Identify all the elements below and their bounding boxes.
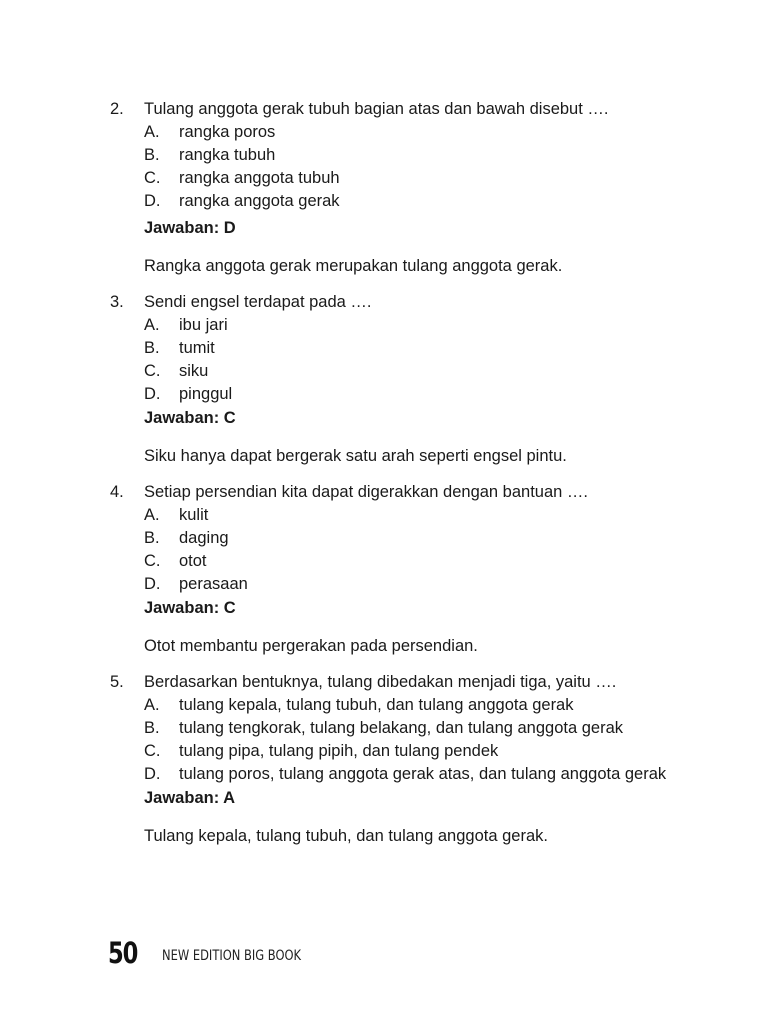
question-row xyxy=(110,671,670,694)
option-letter: D. xyxy=(144,385,161,403)
option-text: rangka poros xyxy=(179,123,276,141)
question-text: Tulang anggota gerak tubuh bagian atas dan bawah disebut …. xyxy=(144,100,609,118)
option-letter: B. xyxy=(144,339,160,357)
option-letter: D. xyxy=(144,765,161,783)
option-b xyxy=(110,144,670,167)
option-c xyxy=(110,360,670,383)
option-text: siku xyxy=(179,362,209,380)
book-title: NEW EDITION BIG BOOK xyxy=(162,948,302,964)
question-block-4 xyxy=(110,481,670,658)
option-letter: D. xyxy=(144,575,161,593)
option-a xyxy=(110,121,670,144)
option-letter: B. xyxy=(144,529,160,547)
answer-key: Jawaban: D xyxy=(144,219,236,237)
option-text: tulang poros, tulang anggota gerak atas, dan tulang anggota gerak xyxy=(179,765,667,783)
answer-explanation: Rangka anggota gerak merupakan tulang anggota gerak. xyxy=(144,257,563,275)
question-block-5 xyxy=(110,671,670,848)
option-text: tulang tengkorak, tulang belakang, dan tulang anggota gerak xyxy=(179,719,624,737)
question-block-2 xyxy=(110,98,670,278)
option-text: tumit xyxy=(179,339,215,357)
option-d xyxy=(110,383,670,406)
answer-explanation: Siku hanya dapat bergerak satu arah seperti engsel pintu. xyxy=(144,447,567,465)
option-letter: C. xyxy=(144,169,161,187)
answer-key: Jawaban: C xyxy=(144,599,236,617)
option-letter: B. xyxy=(144,719,160,737)
option-c xyxy=(110,167,670,190)
option-text: tulang kepala, tulang tubuh, dan tulang anggota gerak xyxy=(179,696,574,714)
question-number: 4. xyxy=(110,483,124,501)
option-text: kulit xyxy=(179,506,209,524)
answer-key: Jawaban: A xyxy=(144,789,236,807)
answer-explanation: Tulang kepala, tulang tubuh, dan tulang anggota gerak. xyxy=(144,827,548,845)
question-row xyxy=(110,481,670,504)
option-d xyxy=(110,573,670,596)
option-d xyxy=(110,763,670,786)
option-text: rangka anggota gerak xyxy=(179,192,340,210)
question-text: Sendi engsel terdapat pada …. xyxy=(144,293,372,311)
option-text: tulang pipa, tulang pipih, dan tulang pendek xyxy=(179,742,499,760)
question-text: Berdasarkan bentuknya, tulang dibedakan menjadi tiga, yaitu …. xyxy=(144,673,617,691)
option-a xyxy=(110,694,670,717)
option-a xyxy=(110,314,670,337)
question-number: 3. xyxy=(110,293,124,311)
option-letter: A. xyxy=(144,316,160,334)
question-row xyxy=(110,98,670,121)
answer-key: Jawaban: C xyxy=(144,409,236,427)
answer-explanation: Otot membantu pergerakan pada persendian. xyxy=(144,637,478,655)
option-text: rangka tubuh xyxy=(179,146,276,164)
option-letter: C. xyxy=(144,362,161,380)
option-letter: D. xyxy=(144,192,161,210)
option-letter: A. xyxy=(144,506,160,524)
option-a xyxy=(110,504,670,527)
option-c xyxy=(110,550,670,573)
option-letter: C. xyxy=(144,552,161,570)
option-letter: A. xyxy=(144,696,160,714)
option-letter: C. xyxy=(144,742,161,760)
option-text: rangka anggota tubuh xyxy=(179,169,340,187)
option-b xyxy=(110,717,670,740)
question-number: 2. xyxy=(110,100,124,118)
page-number: 50 xyxy=(108,936,138,970)
option-text: daging xyxy=(179,529,229,547)
option-text: otot xyxy=(179,552,207,570)
option-d xyxy=(110,190,670,213)
question-block-3 xyxy=(110,291,670,468)
option-text: perasaan xyxy=(179,575,248,593)
option-text: ibu jari xyxy=(179,316,228,334)
option-c xyxy=(110,740,670,763)
question-row xyxy=(110,291,670,314)
option-letter: B. xyxy=(144,146,160,164)
option-b xyxy=(110,337,670,360)
option-letter: A. xyxy=(144,123,160,141)
option-b xyxy=(110,527,670,550)
question-number: 5. xyxy=(110,673,124,691)
question-text: Setiap persendian kita dapat digerakkan dengan bantuan …. xyxy=(144,483,588,501)
option-text: pinggul xyxy=(179,385,233,403)
